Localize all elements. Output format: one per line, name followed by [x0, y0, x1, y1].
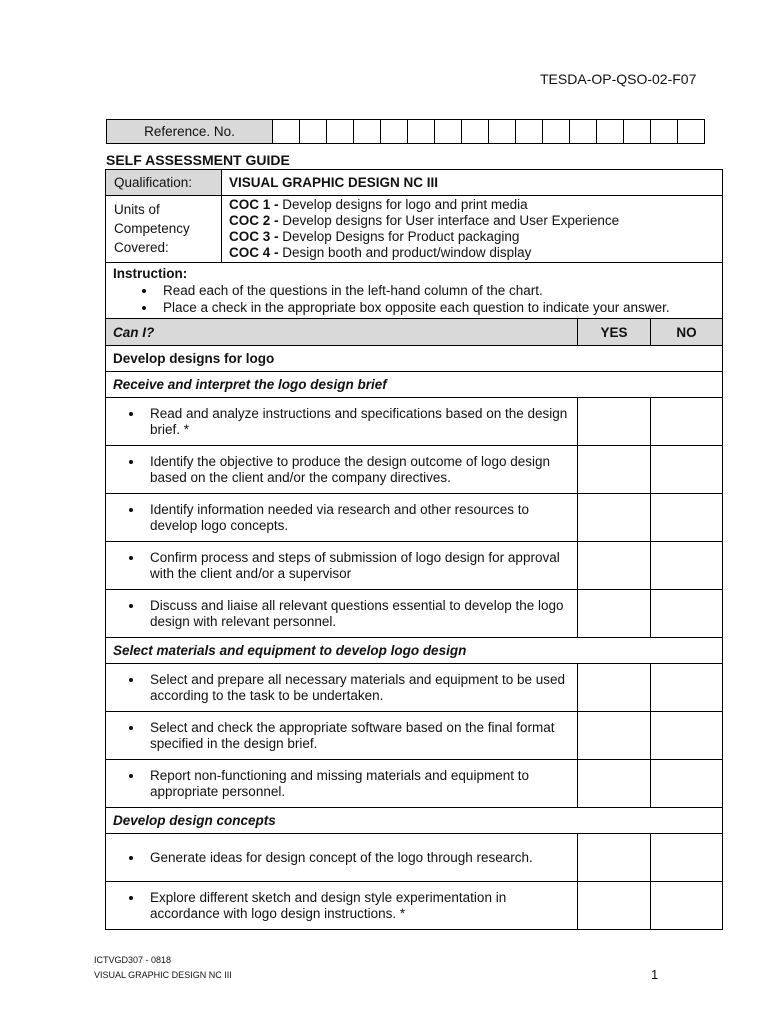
question-row [106, 882, 723, 930]
column-header-row [106, 319, 723, 346]
reference-number-box[interactable] [327, 120, 354, 144]
qualification-row [106, 170, 723, 196]
question-row [106, 398, 723, 446]
no-header: NO [651, 319, 723, 346]
reference-number-box[interactable] [678, 120, 705, 144]
yes-checkbox[interactable] [578, 542, 651, 590]
reference-number-box[interactable] [651, 120, 678, 144]
question-text: • Identify the objective to produce the design outcome of logo design based on the client and/or the company directives. [106, 446, 578, 494]
reference-number-label: Reference. No. [107, 120, 273, 144]
yes-header: YES [578, 319, 651, 346]
question-row [106, 446, 723, 494]
no-checkbox[interactable] [651, 882, 723, 930]
question-text: • Select and prepare all necessary materials and equipment to be used according to the task to be undertaken. [106, 664, 578, 712]
question-row [106, 664, 723, 712]
question-text: • Report non-functioning and missing materials and equipment to appropriate personnel. [106, 760, 578, 808]
question-text: • Select and check the appropriate software based on the final format specified in the design brief. [106, 712, 578, 760]
instruction-cell [106, 263, 723, 319]
units-label-line: Covered: [114, 240, 169, 255]
question-row [106, 834, 723, 882]
units-label [106, 196, 222, 263]
section-row [106, 346, 723, 372]
page-title: SELF ASSESSMENT GUIDE [106, 152, 290, 168]
reference-number-box[interactable] [381, 120, 408, 144]
question-row [106, 494, 723, 542]
no-checkbox[interactable] [651, 712, 723, 760]
reference-number-box[interactable] [462, 120, 489, 144]
units-row [106, 196, 723, 263]
reference-number-box[interactable] [570, 120, 597, 144]
reference-number-box[interactable] [408, 120, 435, 144]
units-label-line: Competency [114, 221, 190, 236]
question-row [106, 760, 723, 808]
reference-number-box[interactable] [300, 120, 327, 144]
section-heading: Develop designs for logo [106, 346, 723, 372]
group-heading-row [106, 638, 723, 664]
assessment-table [105, 169, 723, 930]
instruction-item: • Read each of the questions in the left-hand column of the chart. [157, 282, 715, 299]
coc-item: COC 4 - Design booth and product/window display [229, 245, 532, 260]
reference-number-box[interactable] [273, 120, 300, 144]
yes-checkbox[interactable] [578, 590, 651, 638]
qualification-label: Qualification: [106, 170, 222, 196]
coc-list [222, 196, 723, 263]
no-checkbox[interactable] [651, 398, 723, 446]
yes-checkbox[interactable] [578, 398, 651, 446]
question-row [106, 542, 723, 590]
no-checkbox[interactable] [651, 590, 723, 638]
yes-checkbox[interactable] [578, 494, 651, 542]
qualification-value: VISUAL GRAPHIC DESIGN NC III [222, 170, 723, 196]
question-row [106, 590, 723, 638]
question-text: • Explore different sketch and design style experimentation in accordance with logo design instructions. * [106, 882, 578, 930]
instruction-row [106, 263, 723, 319]
yes-checkbox[interactable] [578, 664, 651, 712]
can-i-header: Can I? [106, 319, 578, 346]
question-text: • Generate ideas for design concept of the logo through research. [106, 834, 578, 882]
no-checkbox[interactable] [651, 494, 723, 542]
instruction-item: • Place a check in the appropriate box opposite each question to indicate your answer. [157, 299, 715, 316]
document-code: TESDA-OP-QSO-02-F07 [540, 71, 697, 87]
page-number: 1 [651, 967, 659, 982]
reference-number-box[interactable] [435, 120, 462, 144]
coc-item: COC 1 - Develop designs for logo and print media [229, 197, 528, 212]
reference-number-box[interactable] [543, 120, 570, 144]
reference-number-table [106, 119, 705, 144]
yes-checkbox[interactable] [578, 882, 651, 930]
question-text: • Read and analyze instructions and specifications based on the design brief. * [106, 398, 578, 446]
footer-code: ICTVGD307 - 0818 [94, 955, 172, 965]
no-checkbox[interactable] [651, 542, 723, 590]
coc-item: COC 3 - Develop Designs for Product packaging [229, 229, 520, 244]
group-heading-row [106, 808, 723, 834]
question-text: • Confirm process and steps of submission of logo design for approval with the client and/or a supervisor [106, 542, 578, 590]
no-checkbox[interactable] [651, 760, 723, 808]
question-row [106, 712, 723, 760]
reference-number-box[interactable] [354, 120, 381, 144]
reference-number-box[interactable] [489, 120, 516, 144]
yes-checkbox[interactable] [578, 834, 651, 882]
group-heading: Develop design concepts [106, 808, 723, 834]
reference-number-box[interactable] [597, 120, 624, 144]
no-checkbox[interactable] [651, 446, 723, 494]
yes-checkbox[interactable] [578, 446, 651, 494]
no-checkbox[interactable] [651, 834, 723, 882]
question-text: • Identify information needed via research and other resources to develop logo concepts. [106, 494, 578, 542]
instruction-label: Instruction: [113, 266, 188, 281]
yes-checkbox[interactable] [578, 760, 651, 808]
yes-checkbox[interactable] [578, 712, 651, 760]
group-heading: Receive and interpret the logo design brief [106, 372, 723, 398]
units-label-line: Units of [114, 202, 160, 217]
reference-number-box[interactable] [624, 120, 651, 144]
group-heading-row [106, 372, 723, 398]
reference-number-box[interactable] [516, 120, 543, 144]
coc-item: COC 2 - Develop designs for User interface and User Experience [229, 213, 620, 228]
question-text: • Discuss and liaise all relevant questions essential to develop the logo design with relevant personnel. [106, 590, 578, 638]
group-heading: Select materials and equipment to develop logo design [106, 638, 723, 664]
footer-title: VISUAL GRAPHIC DESIGN NC III [94, 970, 232, 980]
no-checkbox[interactable] [651, 664, 723, 712]
